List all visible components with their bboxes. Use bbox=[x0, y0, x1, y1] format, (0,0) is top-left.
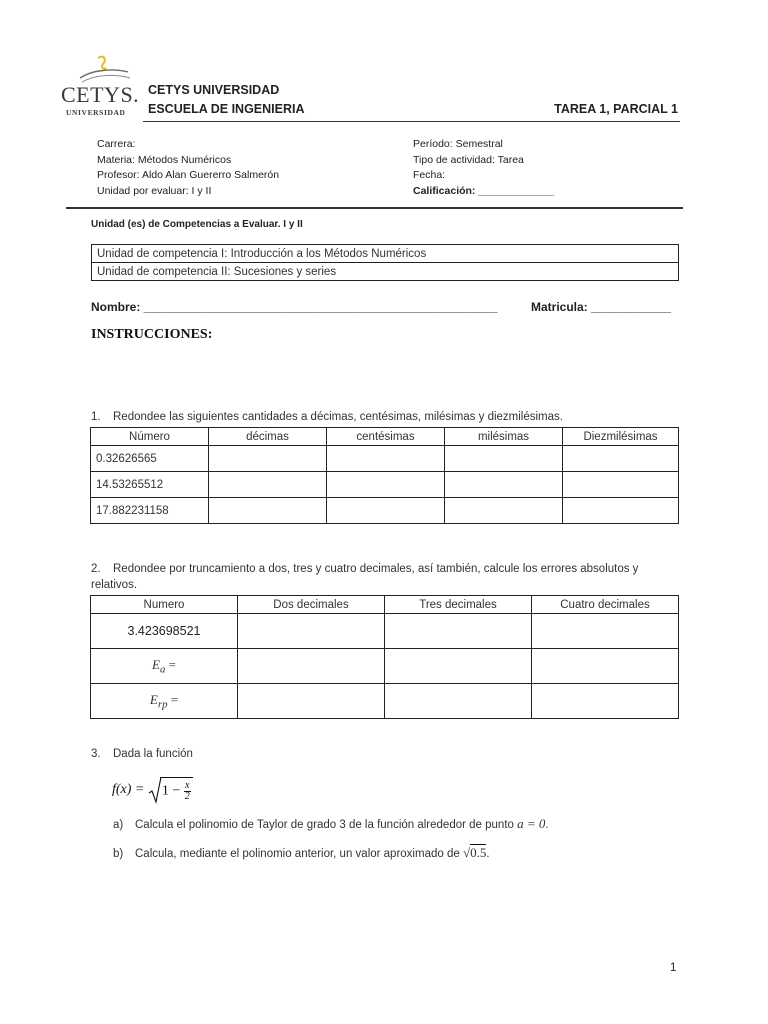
instructions-title: INSTRUCCIONES: bbox=[91, 327, 213, 342]
answer-cell bbox=[563, 472, 679, 498]
question-text: Redondee las siguientes cantidades a décimas, centésimas, milésimas y diezmilésimas. bbox=[113, 411, 563, 423]
column-header: centésimas bbox=[327, 428, 445, 446]
answer-cell bbox=[238, 614, 385, 649]
competencias-table bbox=[91, 244, 679, 281]
fraction-numerator: x bbox=[185, 779, 190, 791]
answer-cell bbox=[532, 684, 679, 719]
row-number: 17.882231158 bbox=[91, 498, 209, 524]
column-header: décimas bbox=[209, 428, 327, 446]
radicand bbox=[160, 777, 193, 804]
equals-sign: = bbox=[165, 656, 176, 672]
info-tipo: Tipo de actividad: Tarea bbox=[413, 153, 524, 166]
table-header-row bbox=[91, 428, 679, 446]
table-row bbox=[91, 684, 679, 719]
square-root bbox=[148, 776, 193, 804]
answer-cell bbox=[327, 498, 445, 524]
subquestion-label: b) bbox=[113, 848, 124, 860]
equals-sign: = bbox=[167, 691, 179, 707]
table-header-row bbox=[91, 596, 679, 614]
table-row bbox=[91, 649, 679, 684]
answer-cell bbox=[238, 684, 385, 719]
answer-cell bbox=[563, 498, 679, 524]
column-header: Número bbox=[91, 428, 209, 446]
org-name: CETYS UNIVERSIDAD bbox=[148, 83, 280, 97]
sqrt-expression: √0.5 bbox=[462, 845, 487, 860]
question-text: Dada la función bbox=[113, 748, 193, 760]
competencia-unit-1: Unidad de competencia I: Introducción a los Métodos Numéricos bbox=[92, 245, 679, 263]
svg-text:CETYS.: CETYS. bbox=[61, 82, 140, 107]
info-right bbox=[413, 137, 554, 199]
absolute-error-label bbox=[91, 649, 238, 684]
answer-cell bbox=[445, 498, 563, 524]
error-subscript: rp bbox=[157, 698, 168, 711]
answer-cell bbox=[563, 446, 679, 472]
row-number: 0.32626565 bbox=[91, 446, 209, 472]
question-1 bbox=[91, 409, 563, 425]
school-name: ESCUELA DE INGENIERIA bbox=[148, 102, 305, 116]
question-number: 3. bbox=[91, 748, 101, 760]
answer-cell bbox=[327, 472, 445, 498]
answer-cell bbox=[445, 446, 563, 472]
question-number: 2. bbox=[91, 563, 101, 575]
answer-cell bbox=[385, 684, 532, 719]
competencia-unit-2: Unidad de competencia II: Sucesiones y series bbox=[92, 263, 679, 281]
answer-cell bbox=[532, 614, 679, 649]
error-symbol: E bbox=[149, 691, 158, 707]
question-3 bbox=[91, 746, 193, 762]
subquestion-text: Calcula el polinomio de Taylor de grado 3 de la función alrededor de punto bbox=[135, 819, 518, 831]
period: . bbox=[545, 819, 549, 831]
answer-cell bbox=[532, 649, 679, 684]
info-carrera: Carrera: bbox=[97, 138, 136, 150]
rounding-table bbox=[90, 427, 679, 524]
answer-cell bbox=[385, 614, 532, 649]
info-periodo: Período: Semestral bbox=[413, 138, 503, 150]
info-calificacion: Calificación: _____________ bbox=[413, 184, 555, 197]
error-subscript: a bbox=[159, 663, 166, 676]
info-unidad: Unidad por evaluar: I y II bbox=[97, 184, 212, 197]
function-formula bbox=[112, 776, 193, 804]
column-header: Cuatro decimales bbox=[532, 596, 679, 614]
table-row bbox=[91, 472, 679, 498]
matricula-field: Matricula: ____________ bbox=[531, 300, 672, 314]
row-number: 14.53265512 bbox=[91, 472, 209, 498]
question-2 bbox=[91, 561, 681, 593]
info-fecha: Fecha: bbox=[413, 169, 446, 181]
svg-text:UNIVERSIDAD: UNIVERSIDAD bbox=[66, 108, 126, 117]
sqrt-value: 0.5 bbox=[470, 845, 487, 860]
table-row bbox=[91, 498, 679, 524]
fraction bbox=[184, 781, 191, 802]
section-divider bbox=[66, 207, 683, 209]
info-profesor: Profesor: Aldo Alan Guererro Salmerón bbox=[97, 169, 280, 181]
column-header: milésimas bbox=[445, 428, 563, 446]
header-divider bbox=[143, 121, 680, 122]
answer-cell bbox=[209, 498, 327, 524]
info-left bbox=[97, 137, 279, 199]
question-number: 1. bbox=[91, 411, 101, 423]
assignment-title: TAREA 1, PARCIAL 1 bbox=[554, 102, 678, 116]
subquestion-math: a = 0 bbox=[517, 816, 546, 831]
answer-cell bbox=[209, 472, 327, 498]
number-value: 3.423698521 bbox=[91, 614, 238, 649]
answer-cell bbox=[238, 649, 385, 684]
question-3b bbox=[113, 845, 490, 862]
subquestion-label: a) bbox=[113, 819, 124, 831]
answer-cell bbox=[327, 446, 445, 472]
question-text: Redondee por truncamiento a dos, tres y cuatro decimales, así también, calcule los errores absolutos y relativos. bbox=[91, 563, 639, 591]
competencias-title: Unidad (es) de Competencias a Evaluar. I y II bbox=[91, 219, 303, 230]
error-symbol: E bbox=[152, 656, 160, 672]
name-field: Nombre: _____________________________________________________ bbox=[91, 300, 498, 314]
formula-one-minus: 1 − bbox=[161, 783, 184, 799]
column-header: Numero bbox=[91, 596, 238, 614]
relative-error-label bbox=[91, 684, 238, 719]
column-header: Dos decimales bbox=[238, 596, 385, 614]
subquestion-text: Calcula, mediante el polinomio anterior, un valor aproximado de bbox=[135, 848, 463, 860]
table-row bbox=[91, 446, 679, 472]
answer-cell bbox=[209, 446, 327, 472]
formula-lhs: f(x) = bbox=[112, 782, 148, 798]
table-row bbox=[91, 614, 679, 649]
truncation-table bbox=[90, 595, 679, 719]
page-number: 1 bbox=[670, 962, 677, 974]
answer-cell bbox=[385, 649, 532, 684]
question-3a bbox=[113, 816, 549, 833]
column-header: Diezmilésimas bbox=[563, 428, 679, 446]
fraction-denominator: 2 bbox=[184, 790, 190, 802]
table-row bbox=[92, 263, 679, 281]
answer-cell bbox=[445, 472, 563, 498]
table-row bbox=[92, 245, 679, 263]
period: . bbox=[486, 848, 490, 860]
info-materia: Materia: Métodos Numéricos bbox=[97, 153, 232, 166]
cetys-logo bbox=[60, 52, 142, 122]
column-header: Tres decimales bbox=[385, 596, 532, 614]
